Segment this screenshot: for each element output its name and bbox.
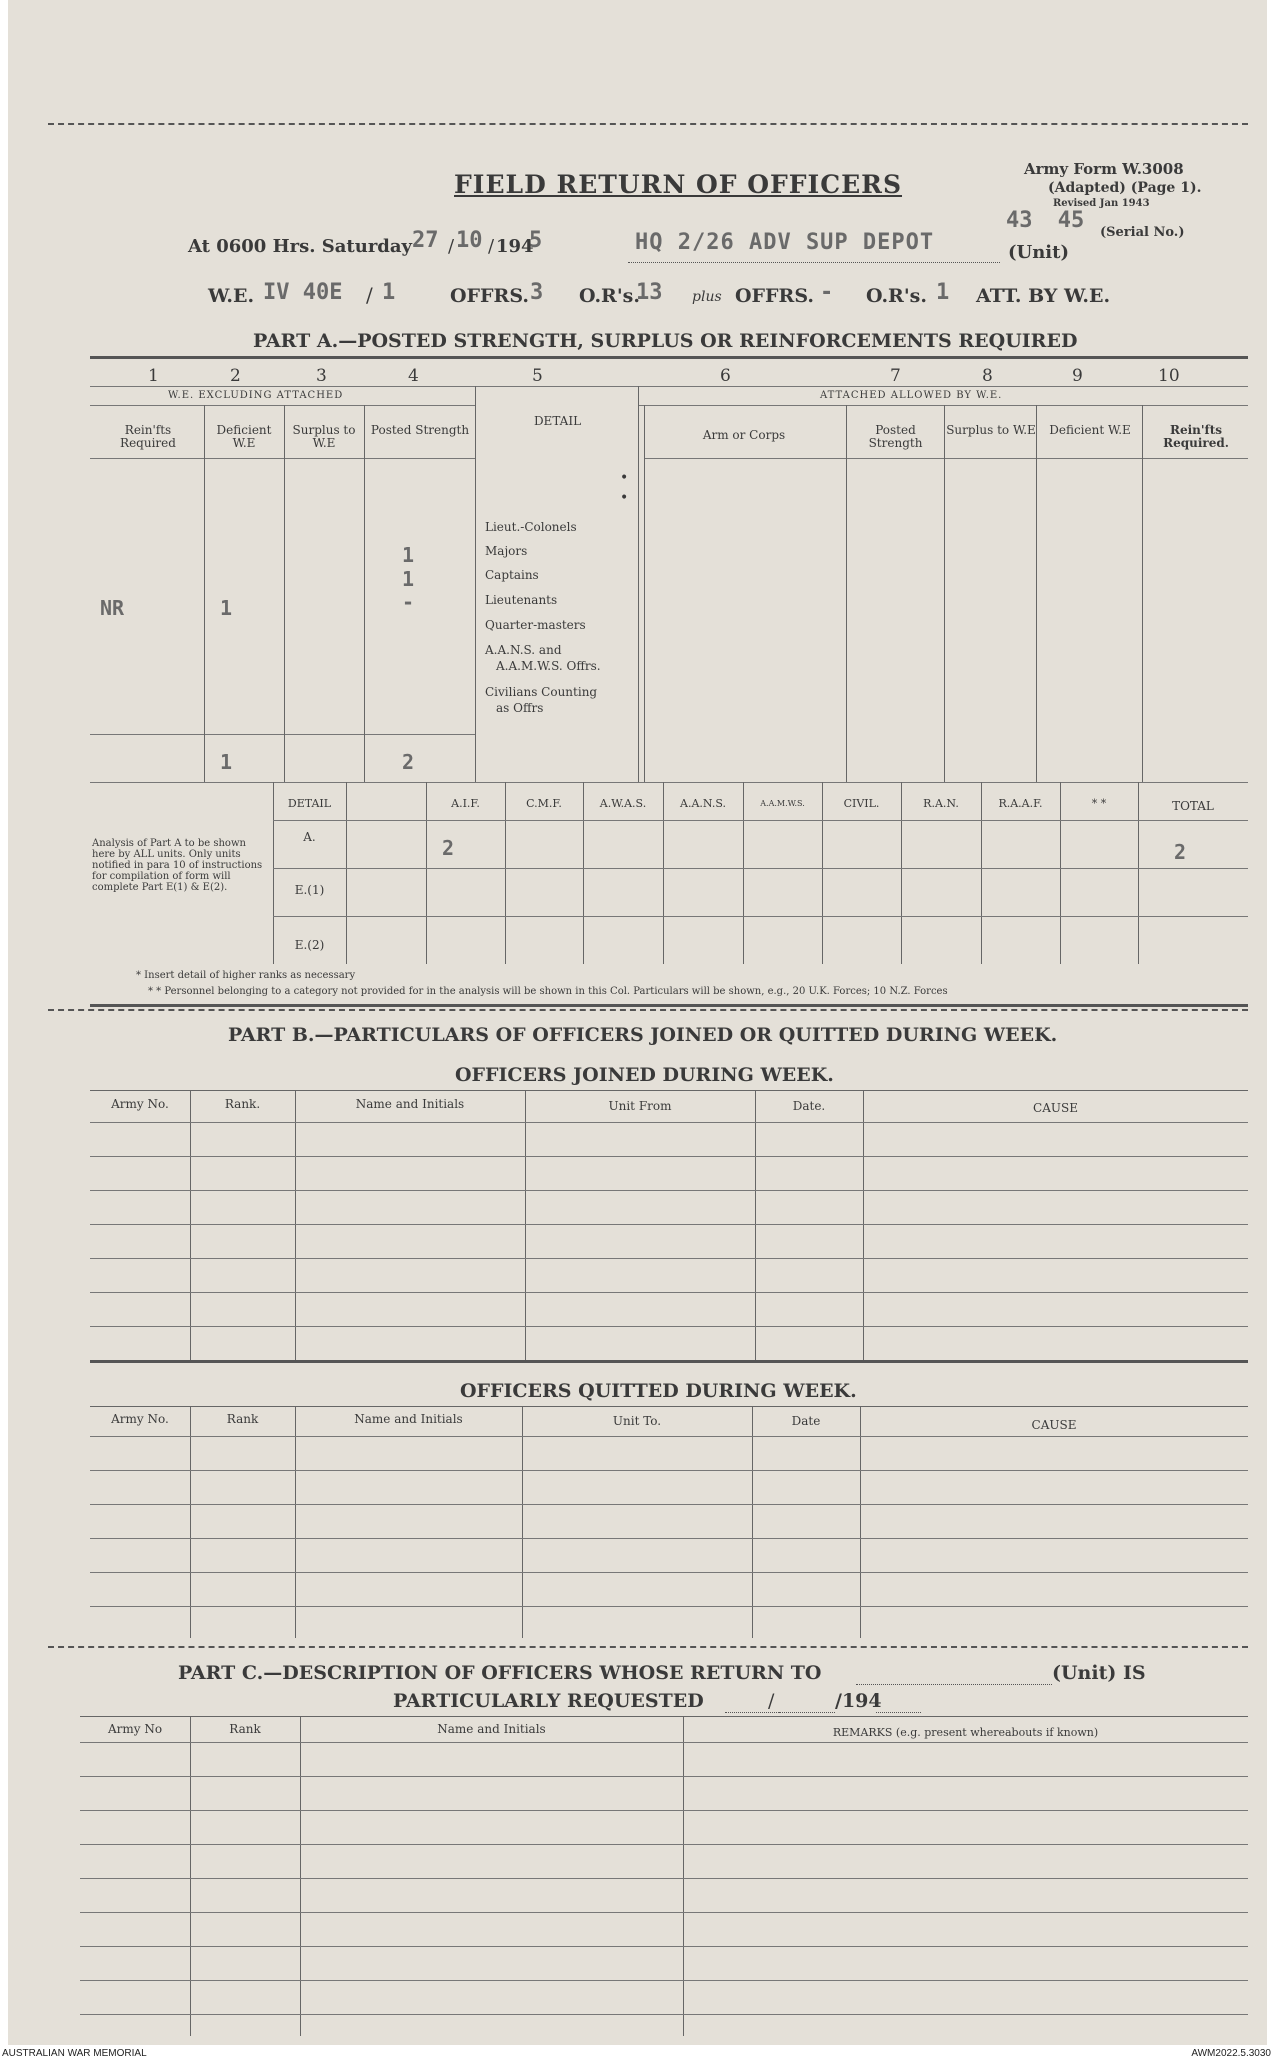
quitted-hdr-unit-to: Unit To. [612,1414,662,1428]
adapted-label: (Adapted) (Page 1). [1048,180,1202,196]
an-total-a: 2 [1174,840,1187,864]
hdr-c3: Surplus to W.E [292,423,356,450]
we-num: 1 [382,280,396,305]
an-hdr-aamws: A.A.M.W.S. [760,799,805,808]
an-hdr-cmf: C.M.F. [526,797,562,810]
detail-captains: Captains [485,568,539,582]
colnum-5: 5 [532,366,543,386]
serial-label: (Serial No.) [1100,225,1185,240]
joined-hdr-name: Name and Initials [355,1097,465,1111]
ors-value: 13 [636,280,663,305]
hdr-c8: Surplus to W.E [946,423,1036,437]
an-hdr-aans: A.A.N.S. [680,797,726,810]
an-hdr-ran: R.A.N. [923,797,959,810]
ors2-value: 1 [936,280,950,305]
detail-as-offrs: as Offrs [496,701,544,715]
an-hdr-civil: CIVIL. [843,797,880,810]
offrs-label: OFFRS. [450,285,529,307]
quitted-hdr-cause: CAUSE [1031,1418,1077,1432]
we-value: IV 40E [263,280,343,305]
part-c-title-2: PARTICULARLY REQUESTED [393,1690,704,1712]
analysis-note: Analysis of Part A to be shown here by ALL units. Only units notified in para 10 of instructions for compilation of form will complete Part E(1) & E(2). [92,838,263,893]
part-c-hdr-army-no: Army No [107,1722,163,1736]
detail-quartermasters: Quarter-masters [485,618,586,632]
day-value: 27 [412,228,439,253]
month-value: 10 [456,228,483,253]
colnum-7: 7 [890,366,901,386]
unit-label: (Unit) [1008,242,1069,263]
we-sep: / [366,283,373,307]
date-sep-1: / [448,236,455,257]
part-c-unit-label: (Unit) IS [1052,1662,1146,1684]
part-a-title: PART A.—POSTED STRENGTH, SURPLUS OR REINFORCEMENTS REQUIRED [253,330,1078,352]
c4-total: 2 [402,750,415,774]
group-right-label: ATTACHED ALLOWED BY W.E. [820,390,1003,401]
year-label: 194 [496,236,534,257]
c4-captains: 1 [402,567,415,591]
an-row-e2: E.(2) [294,938,325,952]
colnum-8: 8 [982,366,993,386]
detail-aamws: A.A.M.W.S. Offrs. [496,659,601,673]
colnum-4: 4 [408,366,419,386]
an-hdr-awas: A.W.A.S. [599,797,647,810]
group-left-label: W.E. EXCLUDING ATTACHED [168,390,344,401]
c2-total: 1 [220,750,233,774]
part-b-title: PART B.—PARTICULARS OF OFFICERS JOINED OR QUITTED DURING WEEK. [228,1024,1058,1046]
hdr-c2: Deficient W.E [216,423,272,450]
offrs2-value: - [820,280,834,305]
serial-value: 43 45 [1006,208,1085,233]
we-label: W.E. [208,285,255,307]
offrs2-label: OFFRS. [735,285,814,307]
colnum-2: 2 [230,366,241,386]
part-c-title-1: PART C.—DESCRIPTION OF OFFICERS WHOSE RETURN TO [178,1662,822,1684]
part-c-hdr-rank: Rank [229,1722,261,1736]
footnote-2: * * Personnel belonging to a category not provided for in the analysis will be shown in this Col. Particulars will be shown, e.g., 20 U.K. Forces; 10 N.Z. Forces [148,986,948,997]
joined-hdr-date: Date. [792,1099,826,1113]
unit-value: HQ 2/26 ADV SUP DEPOT [635,230,935,255]
hdr-c1: Rein'fts Required [120,423,176,450]
colnum-10: 10 [1158,366,1180,386]
plus-label: plus [692,289,722,305]
hdr-c10: Rein'fts Required. [1163,423,1229,450]
colnum-9: 9 [1072,366,1083,386]
detail-civilians: Civilians Counting [485,685,598,699]
page-title: FIELD RETURN OF OFFICERS [454,170,903,199]
quitted-hdr-army-no: Army No. [111,1412,169,1426]
army-form-label: Army Form W.3008 [1024,160,1184,178]
part-c-hdr-name: Name and Initials [437,1722,546,1736]
colnum-3: 3 [316,366,327,386]
part-a-top-line [90,356,1248,359]
joined-hdr-rank: Rank. [224,1097,261,1111]
att-label: ATT. BY W.E. [976,285,1111,307]
detail-dot-1: • [620,470,629,486]
colnum-6: 6 [720,366,731,386]
an-row-e1: E.(1) [294,883,325,897]
form-sheet: FIELD RETURN OF OFFICERS Army Form W.3008 (Adapted) (Page 1). Revised Jan 1943 At 0600 Hrs. Saturday 27 / 10 / 194 5 HQ 2/26 ADV SUP DEPOT (Unit) 43 45 (Serial No.) W.E. IV 40E / 1 OFFRS. 3 O.R's. 13 plus OFFRS. - O.R's. 1 ATT. BY W.E. PART A.—POSTED STRENGTH, SURPLUS OR REINFORCEMENTS REQUIRED 1 2 3 4 5 6 7 8 9 10 W.E. EXCLUDING ATTACHED ATTACHED ALLOWED BY W.E. Rein'fts Required Deficient W.E Surplus to W.E Posted Strength DETAIL Arm or Corps Posted Strength Surplus to W.E Deficient W.E Rein'fts Required. • • Lieut.-Colonels Majors Captains Lieutenants Quarter-masters A.A.N.S. and A.A.M.W.S. Offrs. Civilians Counting as Offrs NR 1 1 1 - 1 2 Analysis of Part A to be shown here by ALL units. Only units notified in para 10 of instructions for compilation of form will complete Part E(1) & E(2). DETAIL A.I.F. C.M.F. A.W.A.S. A.A.N.S. A.A.M.W.S. CIVIL. R.A.N. R.A.A.F. * * TOTAL A. E.(1) E.(2) 2 2 * Insert detail of higher ranks as necessary * * Personnel belonging to a category not provided for in the analysis will be shown in this Col. Particulars will be shown, e.g., 20 U.K. Forces; 10 N.Z. Forces PART B.—PARTICULARS OF OFFICERS JOINED OR QUITTED DURING WEEK. OFFICERS JOINED DURING WEEK. Army No. Rank. Name and Initials Unit From Date. CAUSE OFFICERS QUITTED DURING WEEK. Army No. Rank Name and Initials Unit To. Date CAUSE PART C.—DESCRIPTION OF OFFICERS WHOSE RETURN TO (Unit) IS PARTICULARLY REQUESTED / /194 Army No Rank Name and Initials REMARKS (e.g. present whereabouts if known) [8,0,1267,2045]
colnum-1: 1 [148,366,159,386]
date-sep-2: / [488,236,495,257]
joined-title: OFFICERS JOINED DURING WEEK. [455,1064,834,1086]
joined-hdr-army-no: Army No. [111,1097,169,1111]
c1-value: NR [100,596,125,620]
hdr-c5: DETAIL [533,414,582,428]
hdr-c7: Posted Strength [868,423,923,450]
an-hdr-aif: A.I.F. [451,797,480,810]
an-row-a: A. [303,830,316,844]
ors2-label: O.R's. [866,285,927,307]
at-hours-label: At 0600 Hrs. Saturday [188,236,413,257]
quitted-title: OFFICERS QUITTED DURING WEEK. [460,1380,857,1402]
quitted-hdr-name: Name and Initials [354,1412,463,1426]
detail-lieutenants: Lieutenants [485,593,558,607]
hdr-c6: Arm or Corps [702,428,786,442]
an-hdr-other: * * [1091,797,1107,810]
footer-right: AWM2022.5.3030 [1191,2048,1271,2059]
hdr-c9: Deficient W.E [1049,423,1131,437]
an-hdr-raaf: R.A.A.F. [998,797,1043,810]
hdr-c4: Posted Strength [370,423,470,437]
part-c-year: /194 [835,1690,882,1712]
c4-majors: 1 [402,543,415,567]
c2-value: 1 [220,596,233,620]
an-hdr-detail: DETAIL [287,797,332,810]
an-aif-a: 2 [442,836,455,860]
unit-dotline [628,262,1000,263]
detail-majors: Majors [485,544,528,558]
detail-aans: A.A.N.S. and [485,643,562,657]
revised-label: Revised Jan 1943 [1053,198,1150,209]
part-a-bottom-line [90,1004,1248,1007]
footer-left: AUSTRALIAN WAR MEMORIAL [2,2048,147,2059]
joined-hdr-unit-from: Unit From [608,1099,672,1113]
ors-label: O.R's. [579,285,640,307]
c4-lieutenants: - [402,590,415,614]
detail-dot-2: • [620,490,629,506]
year-digit: 5 [529,228,543,253]
part-c-hdr-remarks: REMARKS (e.g. present whereabouts if known) [832,1726,1099,1739]
quitted-hdr-rank: Rank [226,1412,259,1426]
an-hdr-total: TOTAL [1172,799,1214,813]
joined-hdr-cause: CAUSE [1033,1101,1078,1115]
quitted-hdr-date: Date [791,1414,821,1428]
top-divider [48,123,1248,125]
detail-lieut-colonels: Lieut.-Colonels [485,520,577,534]
footnote-1: * Insert detail of higher ranks as necessary [136,970,356,981]
offrs-value: 3 [530,280,544,305]
